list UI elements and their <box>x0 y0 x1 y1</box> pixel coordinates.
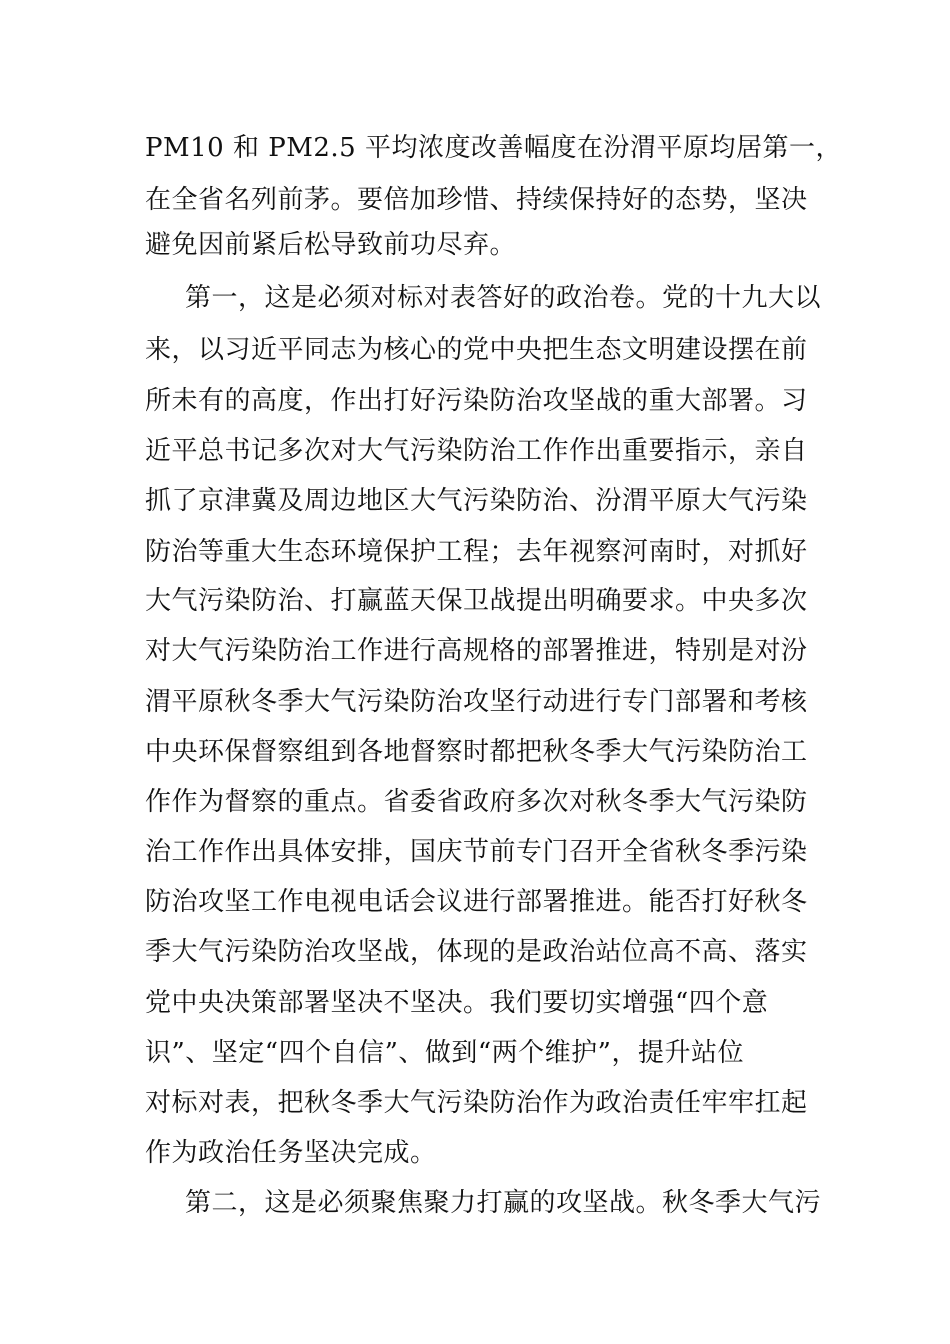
paragraph-line: 防治等重大生态环境保护工程；去年视察河南时，对抓好 <box>145 537 808 567</box>
paragraph-line: 防治攻坚工作电视电话会议进行部署推进。能否打好秋冬 <box>145 887 808 917</box>
paragraph-line: 作为政治任务坚决完成。 <box>145 1138 437 1168</box>
paragraph-line: 对大气污染防治工作进行高规格的部署推进，特别是对汾 <box>145 636 808 666</box>
paragraph-line: 识”、坚定“四个自信”、做到“两个维护”，提升站位 <box>145 1038 744 1068</box>
paragraph-line: 党中央决策部署坚决不坚决。我们要切实增强“四个意 <box>145 988 769 1018</box>
paragraph-line: 来，以习近平同志为核心的党中央把生态文明建设摆在前 <box>145 335 808 365</box>
paragraph-line: 作作为督察的重点。省委省政府多次对秋冬季大气污染防 <box>145 787 808 817</box>
paragraph-line: PM10 和 PM2.5 平均浓度改善幅度在汾渭平原均居第一， <box>145 133 842 163</box>
paragraph-line: 避免因前紧后松导致前功尽弃。 <box>145 230 517 260</box>
paragraph-line: 治工作作出具体安排，国庆节前专门召开全省秋冬季污染 <box>145 837 808 867</box>
paragraph-line: 对标对表，把秋冬季大气污染防治作为政治责任牢牢扛起 <box>145 1088 808 1118</box>
paragraph-line: 第二，这是必须聚焦聚力打赢的攻坚战。秋冬季大气污 <box>185 1188 822 1218</box>
paragraph-line: 近平总书记多次对大气污染防治工作作出重要指示，亲自 <box>145 436 808 466</box>
paragraph-line: 季大气污染防治攻坚战，体现的是政治站位高不高、落实 <box>145 937 808 967</box>
paragraph-line: 所未有的高度，作出打好污染防治攻坚战的重大部署。习 <box>145 386 808 416</box>
paragraph-line: 第一，这是必须对标对表答好的政治卷。党的十九大以 <box>185 283 822 313</box>
paragraph-line: 在全省名列前茅。要倍加珍惜、持续保持好的态势，坚决 <box>145 185 808 215</box>
paragraph-line: 抓了京津冀及周边地区大气污染防治、汾渭平原大气污染 <box>145 486 808 516</box>
paragraph-line: 中央环保督察组到各地督察时都把秋冬季大气污染防治工 <box>145 737 808 767</box>
paragraph-line: 大气污染防治、打赢蓝天保卫战提出明确要求。中央多次 <box>145 586 808 616</box>
paragraph-line: 渭平原秋冬季大气污染防治攻坚行动进行专门部署和考核 <box>145 687 808 717</box>
